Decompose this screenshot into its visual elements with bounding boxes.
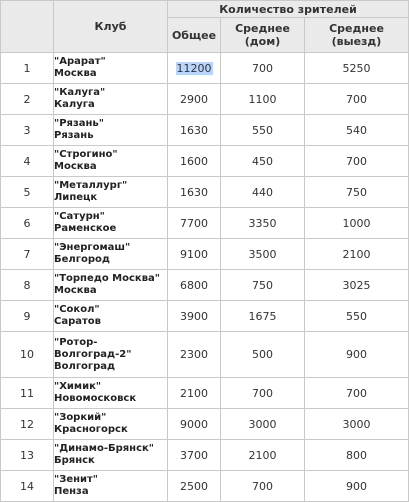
cell-avg-home: 1675 [221,301,305,332]
header-row-top [1,1,409,18]
table-row [1,53,409,84]
cell-avg-home: 500 [221,332,305,378]
club-name: "Металлург" [54,180,128,191]
table-row [1,146,409,177]
club-city: Белгород [54,254,110,265]
cell-avg-home: 700 [221,378,305,409]
cell-total: 9100 [168,239,221,270]
club-city: Красногорск [54,424,128,435]
cell-rank: 1 [1,53,54,84]
cell-avg-home: 3000 [221,409,305,440]
header-avg-home [221,18,305,53]
cell-avg-home: 440 [221,177,305,208]
cell-club [54,84,168,115]
cell-avg-home: 1100 [221,84,305,115]
cell-total [168,53,221,84]
cell-club [54,409,168,440]
table-row [1,378,409,409]
cell-rank: 13 [1,440,54,471]
cell-avg-home: 750 [221,270,305,301]
cell-avg-away: 1000 [305,208,409,239]
table-row [1,301,409,332]
cell-avg-away: 700 [305,146,409,177]
cell-avg-away: 700 [305,378,409,409]
club-city: Калуга [54,99,95,110]
cell-avg-away: 900 [305,471,409,502]
cell-total: 3700 [168,440,221,471]
cell-avg-away: 5250 [305,53,409,84]
header-attendance: Количество зрителей [168,1,409,18]
cell-avg-away: 700 [305,84,409,115]
selected-text: 11200 [176,61,212,75]
club-name: "Калуга" [54,87,106,98]
table-row [1,270,409,301]
cell-rank: 5 [1,177,54,208]
cell-avg-home: 3350 [221,208,305,239]
cell-club [54,115,168,146]
cell-rank: 7 [1,239,54,270]
cell-club [54,301,168,332]
cell-total: 2100 [168,378,221,409]
club-name: "Зоркий" [54,412,107,423]
cell-total: 3900 [168,301,221,332]
cell-avg-away: 540 [305,115,409,146]
header-avg-away-line2: (выезд) [331,35,382,48]
cell-club [54,208,168,239]
header-club: Клуб [54,1,168,53]
cell-avg-home: 2100 [221,440,305,471]
cell-avg-away: 900 [305,332,409,378]
club-city: Пенза [54,486,89,497]
cell-rank: 14 [1,471,54,502]
cell-total: 1630 [168,115,221,146]
cell-avg-home: 3500 [221,239,305,270]
cell-total: 7700 [168,208,221,239]
club-name: "Арарат" [54,56,106,67]
club-name: "Торпедо Москва" [54,273,161,284]
club-city: Липецк [54,192,98,203]
cell-rank: 9 [1,301,54,332]
header-avg-home-line1: Среднее [235,22,290,35]
cell-rank: 3 [1,115,54,146]
cell-total: 6800 [168,270,221,301]
club-city: Новомосковск [54,393,137,404]
cell-avg-home: 450 [221,146,305,177]
cell-club [54,378,168,409]
cell-rank: 2 [1,84,54,115]
cell-total: 2300 [168,332,221,378]
club-name: "Химик" [54,381,102,392]
cell-avg-away: 800 [305,440,409,471]
cell-avg-away: 3025 [305,270,409,301]
cell-total: 2500 [168,471,221,502]
cell-club [54,53,168,84]
cell-avg-away: 3000 [305,409,409,440]
table-header [1,1,409,53]
club-city: Раменское [54,223,117,234]
cell-avg-away: 2100 [305,239,409,270]
club-city: Саратов [54,316,101,327]
header-total: Общее [168,18,221,53]
cell-club [54,239,168,270]
table-row [1,440,409,471]
club-city: Брянск [54,455,95,466]
club-name: "Динамо-Брянск" [54,443,155,454]
table-row [1,332,409,378]
table-row [1,409,409,440]
cell-rank: 11 [1,378,54,409]
cell-total: 9000 [168,409,221,440]
club-city: Москва [54,161,97,172]
club-city: Волгоград [54,360,116,372]
table-row [1,471,409,502]
table-row [1,177,409,208]
cell-club [54,270,168,301]
cell-avg-home: 700 [221,53,305,84]
club-name: "Зенит" [54,474,99,485]
header-avg-away-line1: Среднее [329,22,384,35]
club-name: "Рязань" [54,118,104,129]
cell-club [54,177,168,208]
club-city: Рязань [54,130,94,141]
header-avg-home-line2: (дом) [244,35,281,48]
cell-avg-home: 550 [221,115,305,146]
cell-total: 2900 [168,84,221,115]
cell-rank: 6 [1,208,54,239]
club-name: Волгоград-2" [54,348,132,360]
table-row [1,239,409,270]
cell-total: 1630 [168,177,221,208]
cell-rank: 8 [1,270,54,301]
header-rank [1,1,54,53]
club-name: "Сокол" [54,304,100,315]
cell-club [54,146,168,177]
club-city: Москва [54,68,97,79]
table-body [1,53,409,502]
club-name: "Энергомаш" [54,242,131,253]
cell-club [54,332,168,378]
header-avg-away [305,18,409,53]
club-name: "Строгино" [54,149,118,160]
cell-club [54,471,168,502]
table-row [1,115,409,146]
table-row [1,208,409,239]
cell-rank: 12 [1,409,54,440]
cell-avg-away: 550 [305,301,409,332]
cell-rank: 4 [1,146,54,177]
club-city: Москва [54,285,97,296]
cell-rank: 10 [1,332,54,378]
cell-avg-away: 750 [305,177,409,208]
cell-avg-home: 700 [221,471,305,502]
table-row [1,84,409,115]
cell-club [54,440,168,471]
cell-total: 1600 [168,146,221,177]
club-name: "Сатурн" [54,211,105,222]
club-name: "Ротор- [54,336,98,348]
